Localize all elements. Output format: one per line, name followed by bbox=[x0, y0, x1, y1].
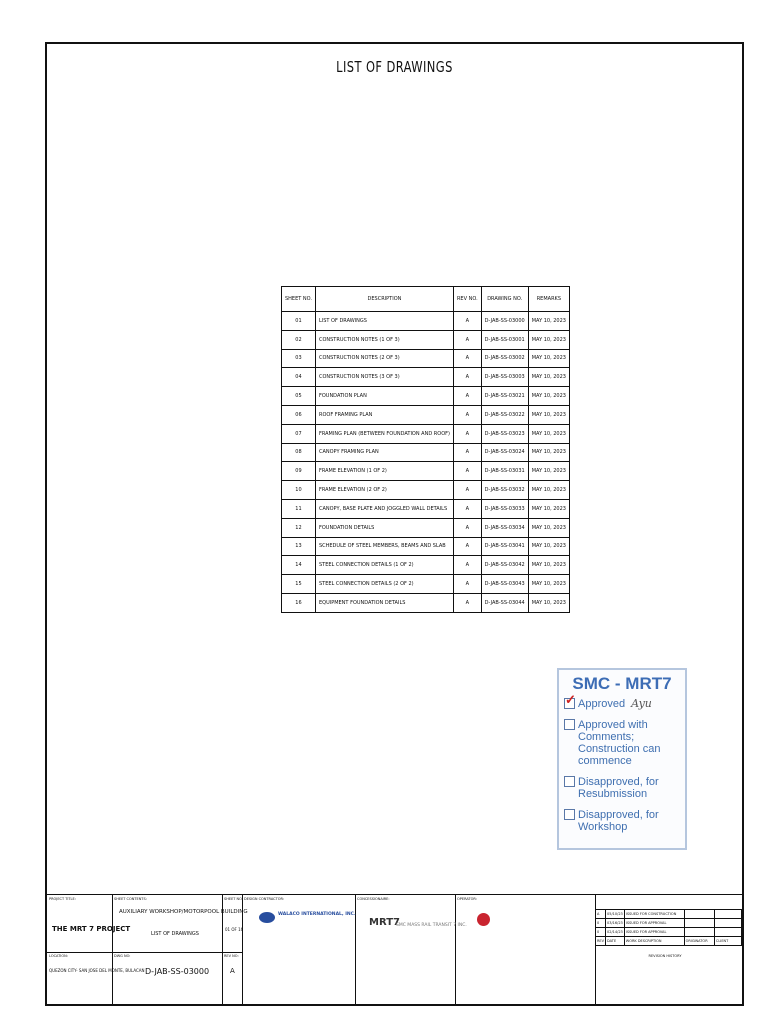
cell-rev-no: A bbox=[453, 462, 481, 481]
cell-remarks: MAY 10, 2023 bbox=[528, 424, 569, 443]
revision-row bbox=[596, 928, 742, 937]
table-row bbox=[282, 312, 570, 331]
table-row bbox=[282, 405, 570, 424]
table-row bbox=[282, 387, 570, 406]
cell-sheet-no: 04 bbox=[282, 368, 316, 387]
cell-sheet-no: 11 bbox=[282, 499, 316, 518]
stamp-option-approved bbox=[564, 692, 685, 710]
cell-sheet-no: 12 bbox=[282, 518, 316, 537]
revision-cell-date: 03/16/23 bbox=[606, 919, 625, 928]
cell-sheet-no: 02 bbox=[282, 330, 316, 349]
revision-cell-date: 02/14/23 bbox=[606, 928, 625, 937]
revision-cell-rev: 0 bbox=[596, 928, 606, 937]
project-title: THE MRT 7 PROJECT bbox=[52, 925, 131, 933]
project-title-label: PROJECT TITLE: bbox=[49, 897, 76, 901]
cell-drawing-no: D-JAB-SS-03022 bbox=[481, 405, 528, 424]
cell-remarks: MAY 10, 2023 bbox=[528, 556, 569, 575]
page-title: LIST OF DRAWINGS bbox=[336, 58, 453, 76]
cell-sheet-no: 07 bbox=[282, 424, 316, 443]
cell-description: STEEL CONNECTION DETAILS (2 OF 2) bbox=[315, 575, 453, 594]
cell-rev-no: A bbox=[453, 537, 481, 556]
stamp-option-disapproved-workshop bbox=[564, 809, 685, 833]
cell-drawing-no: D-JAB-SS-03024 bbox=[481, 443, 528, 462]
cell-remarks: MAY 10, 2023 bbox=[528, 312, 569, 331]
stamp-option-label: Approved with Comments; Construction can commence bbox=[578, 719, 661, 767]
signature: Ayu bbox=[631, 697, 652, 710]
cell-rev-no: A bbox=[453, 330, 481, 349]
table-row bbox=[282, 349, 570, 368]
stamp-title: SMC - MRT7 bbox=[572, 674, 672, 693]
stamp-option-label: Approved bbox=[578, 698, 626, 710]
cell-description: CANOPY, BASE PLATE AND JOGGLED WALL DETAILS bbox=[315, 499, 453, 518]
mrt7-logo: MRT7 bbox=[369, 917, 400, 928]
location: QUEZON CITY- SAN JOSE DEL MONTE, BULACAN bbox=[49, 968, 145, 973]
cell-drawing-no: D-JAB-SS-03044 bbox=[481, 593, 528, 612]
client-label: CLIENT bbox=[714, 937, 741, 946]
cell-rev-no: A bbox=[453, 481, 481, 500]
operator-label: OPERATOR: bbox=[457, 897, 477, 901]
cell-rev-no: A bbox=[453, 312, 481, 331]
design-contractor-label: DESIGN CONTRACTOR: bbox=[244, 897, 285, 901]
cell-description: EQUIPMENT FOUNDATION DETAILS bbox=[315, 593, 453, 612]
cell-sheet-no: 03 bbox=[282, 349, 316, 368]
cell-description: FOUNDATION DETAILS bbox=[315, 518, 453, 537]
cell-sheet-no: 09 bbox=[282, 462, 316, 481]
table-row bbox=[282, 481, 570, 500]
table-row bbox=[282, 330, 570, 349]
cell-remarks: MAY 10, 2023 bbox=[528, 575, 569, 594]
concessionaire: SMC MASS RAIL TRANSIT 7 INC. bbox=[396, 923, 467, 928]
sheet-contents-list: LIST OF DRAWINGS bbox=[151, 931, 199, 937]
revision-cell-rev: 0 bbox=[596, 919, 606, 928]
cell-rev-no: A bbox=[453, 556, 481, 575]
rev-col-rev: REV bbox=[596, 937, 606, 946]
cell-sheet-no: 06 bbox=[282, 405, 316, 424]
cell-rev-no: A bbox=[453, 499, 481, 518]
cell-remarks: MAY 10, 2023 bbox=[528, 593, 569, 612]
table-row bbox=[282, 443, 570, 462]
revision-cell-description: ISSUED FOR CONSTRUCTION bbox=[624, 910, 684, 919]
cell-rev-no: A bbox=[453, 387, 481, 406]
cell-drawing-no: D-JAB-SS-03034 bbox=[481, 518, 528, 537]
cell-description: CONSTRUCTION NOTES (2 OF 3) bbox=[315, 349, 453, 368]
rev-no: A bbox=[230, 967, 235, 975]
approval-stamp bbox=[557, 668, 687, 850]
table-row bbox=[282, 462, 570, 481]
cell-description: CONSTRUCTION NOTES (3 OF 3) bbox=[315, 368, 453, 387]
checkbox-checked-icon: ✓ bbox=[565, 692, 576, 707]
revision-cell-empty bbox=[714, 919, 741, 928]
cell-description: FRAMING PLAN (BETWEEN FOUNDATION AND ROOF) bbox=[315, 424, 453, 443]
table-row bbox=[282, 424, 570, 443]
sheet-contents-label: SHEET CONTENTS: bbox=[114, 897, 147, 901]
revision-cell-empty bbox=[714, 910, 741, 919]
stamp-option-approved-with-comments bbox=[564, 719, 685, 767]
header-sheet-no: SHEET NO. bbox=[282, 287, 316, 312]
cell-description: CANOPY FRAMING PLAN bbox=[315, 443, 453, 462]
cell-sheet-no: 16 bbox=[282, 593, 316, 612]
revision-row bbox=[596, 919, 742, 928]
sheet-no: 01 OF 16 bbox=[225, 927, 244, 932]
revision-cell-date: 05/10/23 bbox=[606, 910, 625, 919]
cell-remarks: MAY 10, 2023 bbox=[528, 462, 569, 481]
cell-drawing-no: D-JAB-SS-03001 bbox=[481, 330, 528, 349]
cell-drawing-no: D-JAB-SS-03042 bbox=[481, 556, 528, 575]
title-block bbox=[47, 894, 742, 1005]
table-row bbox=[282, 368, 570, 387]
cell-description: LIST OF DRAWINGS bbox=[315, 312, 453, 331]
cell-remarks: MAY 10, 2023 bbox=[528, 387, 569, 406]
rev-col-date: DATE bbox=[606, 937, 625, 946]
originator-label: ORIGINATOR bbox=[684, 937, 714, 946]
sheet-no-label: SHEET NO: bbox=[224, 897, 244, 901]
cell-rev-no: A bbox=[453, 405, 481, 424]
cell-remarks: MAY 10, 2023 bbox=[528, 330, 569, 349]
revision-cell-empty bbox=[684, 928, 714, 937]
cell-description: SCHEDULE OF STEEL MEMBERS, BEAMS AND SLAB bbox=[315, 537, 453, 556]
cell-drawing-no: D-JAB-SS-03033 bbox=[481, 499, 528, 518]
cell-remarks: MAY 10, 2023 bbox=[528, 481, 569, 500]
stamp-option-disapproved-resubmission bbox=[564, 776, 685, 800]
cell-drawing-no: D-JAB-SS-03000 bbox=[481, 312, 528, 331]
cell-sheet-no: 13 bbox=[282, 537, 316, 556]
stamp-option-label: Disapproved, for Resubmission bbox=[578, 776, 659, 800]
table-row bbox=[282, 499, 570, 518]
cell-rev-no: A bbox=[453, 349, 481, 368]
cell-drawing-no: D-JAB-SS-03003 bbox=[481, 368, 528, 387]
cell-remarks: MAY 10, 2023 bbox=[528, 499, 569, 518]
stamp-option-label: Disapproved, for Workshop bbox=[578, 809, 659, 833]
dwg-no: D-JAB-SS-03000 bbox=[145, 967, 210, 976]
cell-sheet-no: 15 bbox=[282, 575, 316, 594]
cell-rev-no: A bbox=[453, 575, 481, 594]
cell-description: FRAME ELEVATION (1 OF 2) bbox=[315, 462, 453, 481]
dwg-no-label: DWG NO: bbox=[114, 954, 131, 958]
revision-cell-rev: A bbox=[596, 910, 606, 919]
cell-sheet-no: 08 bbox=[282, 443, 316, 462]
revision-cell-description: ISSUED FOR APPROVAL bbox=[624, 919, 684, 928]
header-description: DESCRIPTION bbox=[315, 287, 453, 312]
header-rev-no: REV NO. bbox=[453, 287, 481, 312]
cell-description: ROOF FRAMING PLAN bbox=[315, 405, 453, 424]
cell-remarks: MAY 10, 2023 bbox=[528, 405, 569, 424]
cell-rev-no: A bbox=[453, 443, 481, 462]
cell-drawing-no: D-JAB-SS-03002 bbox=[481, 349, 528, 368]
cell-remarks: MAY 10, 2023 bbox=[528, 443, 569, 462]
cell-sheet-no: 01 bbox=[282, 312, 316, 331]
drawing-list-body bbox=[282, 312, 570, 613]
cell-sheet-no: 10 bbox=[282, 481, 316, 500]
header-drawing-no: DRAWING NO. bbox=[481, 287, 528, 312]
revision-history-grid bbox=[595, 909, 742, 958]
cell-description: STEEL CONNECTION DETAILS (1 OF 2) bbox=[315, 556, 453, 575]
revision-row bbox=[596, 910, 742, 919]
cell-remarks: MAY 10, 2023 bbox=[528, 368, 569, 387]
walaco-logo-icon bbox=[259, 912, 275, 923]
location-label: LOCATION: bbox=[49, 954, 68, 958]
cell-remarks: MAY 10, 2023 bbox=[528, 518, 569, 537]
drawing-list-table bbox=[281, 286, 570, 613]
rev-no-label: REV NO: bbox=[224, 954, 239, 958]
revision-cell-description: ISSUED FOR APPROVAL bbox=[624, 928, 684, 937]
revision-cell-empty bbox=[684, 910, 714, 919]
cell-rev-no: A bbox=[453, 424, 481, 443]
revision-history-label: REVISION HISTORY bbox=[648, 954, 682, 958]
table-row bbox=[282, 537, 570, 556]
cell-rev-no: A bbox=[453, 368, 481, 387]
cell-drawing-no: D-JAB-SS-03031 bbox=[481, 462, 528, 481]
cell-drawing-no: D-JAB-SS-03043 bbox=[481, 575, 528, 594]
table-row bbox=[282, 575, 570, 594]
concessionaire-label: CONCESSIONAIRE: bbox=[357, 897, 390, 901]
cell-drawing-no: D-JAB-SS-03023 bbox=[481, 424, 528, 443]
cell-remarks: MAY 10, 2023 bbox=[528, 537, 569, 556]
header-remarks: REMARKS bbox=[528, 287, 569, 312]
cell-drawing-no: D-JAB-SS-03032 bbox=[481, 481, 528, 500]
cell-description: FOUNDATION PLAN bbox=[315, 387, 453, 406]
table-row bbox=[282, 556, 570, 575]
cell-rev-no: A bbox=[453, 593, 481, 612]
revision-cell-empty bbox=[684, 919, 714, 928]
table-row bbox=[282, 593, 570, 612]
design-contractor: WALACO INTERNATIONAL, INC. bbox=[278, 912, 356, 917]
checkbox-icon bbox=[564, 809, 575, 820]
cell-remarks: MAY 10, 2023 bbox=[528, 349, 569, 368]
cell-drawing-no: D-JAB-SS-03021 bbox=[481, 387, 528, 406]
operator-logo-icon bbox=[477, 913, 490, 926]
cell-sheet-no: 05 bbox=[282, 387, 316, 406]
rev-col-description: WORK DESCRIPTION bbox=[624, 937, 684, 946]
checkbox-icon bbox=[564, 776, 575, 787]
table-header-row bbox=[282, 287, 570, 312]
sheet-contents-building: AUXILIARY WORKSHOP/MOTORPOOL BUILDING bbox=[119, 909, 248, 915]
cell-rev-no: A bbox=[453, 518, 481, 537]
revision-cell-empty bbox=[714, 928, 741, 937]
cell-drawing-no: D-JAB-SS-03041 bbox=[481, 537, 528, 556]
checkbox-icon bbox=[564, 719, 575, 730]
table-row bbox=[282, 518, 570, 537]
cell-description: CONSTRUCTION NOTES (1 OF 3) bbox=[315, 330, 453, 349]
cell-sheet-no: 14 bbox=[282, 556, 316, 575]
drawing-sheet bbox=[45, 42, 744, 1006]
cell-description: FRAME ELEVATION (2 OF 2) bbox=[315, 481, 453, 500]
